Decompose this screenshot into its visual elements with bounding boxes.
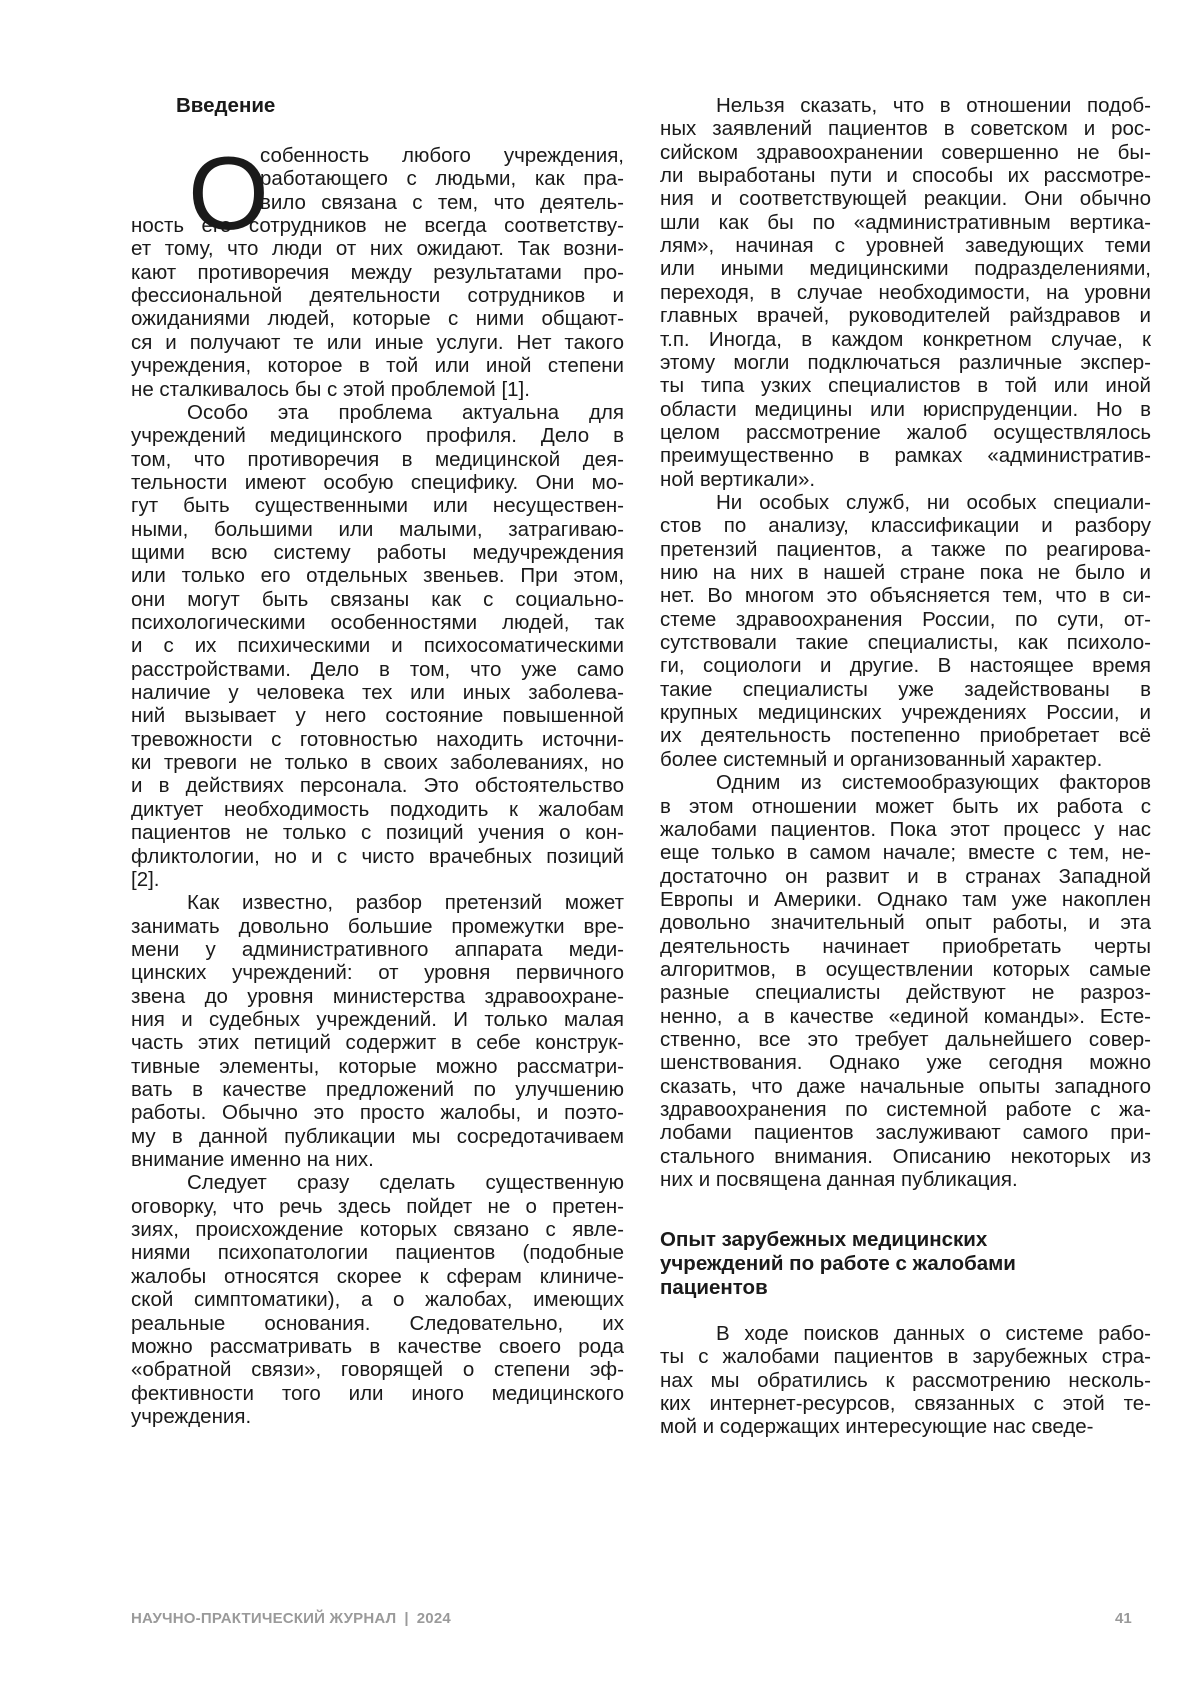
text-line: вать в качестве предложений по улучшению <box>131 1078 624 1101</box>
text-line: ными, большими или малыми, затрагиваю- <box>131 517 624 541</box>
text-line: ли выработаны пути и способы их рассмотре- <box>660 164 1151 188</box>
text-line: стального внимания. Описанию некоторых из <box>660 1144 1151 1168</box>
text-line: более системный и организованный характер. <box>660 747 1103 771</box>
text-line: ния и судебных учреждений. И только малая <box>131 1007 624 1031</box>
text-line: диктует необходимость подходить к жалобам <box>131 797 624 821</box>
text-line: пациентов не только с позиций учения о кон- <box>131 821 624 845</box>
text-line: Европы и Америки. Однако там уже накоплен <box>660 887 1151 911</box>
text-line: ность его сотрудников не всегда соответству- <box>131 214 624 238</box>
text-line: переходя, в случае необходимости, на уровни <box>660 280 1151 304</box>
text-line: ки тревоги не только в своих заболеваниях, но <box>131 751 624 775</box>
text-line: собенность любого учреждения, <box>260 144 624 167</box>
text-line: не сталкивалось бы с этой проблемой [1]. <box>131 377 530 401</box>
text-line: том, что противоречия в медицинской дея- <box>131 447 624 471</box>
text-line: Особо эта проблема актуальна для <box>187 400 624 424</box>
text-line: «обратной связи», говорящей о степени эф- <box>131 1358 624 1382</box>
text-line: главных врачей, руководителей райздравов и <box>660 304 1151 328</box>
text-line: ний вызывает у него состояние повышенной <box>131 704 624 728</box>
text-line: ких интернет-ресурсов, связанных с этой те- <box>660 1392 1151 1416</box>
text-line: здравоохранения по системной работе с жа- <box>660 1098 1151 1122</box>
text-line: кают противоречия между результатами про- <box>131 260 624 284</box>
text-line: еще только в самом начале; вместе с тем, не- <box>660 841 1151 865</box>
text-line: ги, социологи и другие. В настоящее время <box>660 654 1151 678</box>
text-line: психологическими особенностями людей, так <box>131 611 624 634</box>
text-line: ных заявлений пациентов в советском и рос- <box>660 117 1151 141</box>
text-line: тивные элементы, которые можно рассматри- <box>131 1054 624 1078</box>
heading-line: пациентов <box>660 1276 768 1299</box>
text-line: преимущественно в рамках «административ- <box>660 444 1151 468</box>
heading-line: учреждений по работе с жалобами <box>660 1252 1016 1275</box>
text-line: нах мы обратились к рассмотрению несколь- <box>660 1368 1151 1392</box>
text-line: этому могли подключаться различные экспер- <box>660 350 1151 374</box>
text-line: жалобы относятся скорее к сферам клиниче- <box>131 1264 624 1288</box>
text-line: ной вертикали». <box>660 467 816 491</box>
text-line: мени у административного аппарата меди- <box>131 937 624 961</box>
text-line: тельности имеют особую специфику. Они мо- <box>131 470 624 494</box>
text-line: алгоритмов, в осуществлении которых самые <box>660 957 1151 981</box>
text-line: оговорку, что речь здесь пойдет не о претен- <box>131 1194 624 1218</box>
text-line: расстройствами. Дело в том, что уже само <box>131 657 624 681</box>
text-line: ниями психопатологии пациентов (подобные <box>131 1241 624 1265</box>
text-line: в этом отношении может быть их работа с <box>660 794 1151 818</box>
text-line: шенствования. Однако уже сегодня можно <box>660 1051 1151 1075</box>
text-line: такие специалисты уже задействованы в <box>660 677 1151 701</box>
text-line: них и посвящена данная публикация. <box>660 1168 1018 1192</box>
text-line: разные специалисты действуют не разроз- <box>660 981 1151 1005</box>
text-line: они могут быть связаны как с социально- <box>131 587 624 611</box>
text-line: шли как бы по «административным вертика- <box>660 210 1151 234</box>
text-line: нию на них в нашей стране пока не было и <box>660 561 1151 584</box>
footer-separator: | <box>404 1610 409 1627</box>
text-line: работы. Обычно это просто жалобы, и поэто- <box>131 1101 624 1125</box>
journal-year: 2024 <box>416 1610 451 1627</box>
text-line: деятельность начинает приобретать черты <box>660 934 1151 958</box>
text-line: Следует сразу сделать существенную <box>187 1171 624 1195</box>
text-line: достаточно он развит и в странах Западной <box>660 864 1151 888</box>
text-line: фективности того или иного медицинского <box>131 1381 624 1405</box>
text-line: крупных медицинских учреждениях России, и <box>660 701 1151 725</box>
text-line: работающего с людьми, как пра- <box>260 167 624 191</box>
text-line: [2]. <box>131 867 160 891</box>
text-line: часть этих петиций содержит в себе конструк- <box>131 1031 624 1055</box>
text-line: наличие у человека тех или иных заболева- <box>131 681 624 705</box>
text-line: ственно, все это требует дальнейшего совер- <box>660 1028 1151 1051</box>
text-line: учреждения, которое в той или иной степени <box>131 354 624 378</box>
text-line: области медицины или юриспруденции. Но в <box>660 397 1151 421</box>
text-line: т.п. Иногда, в каждом конкретном случае, к <box>660 327 1151 351</box>
text-line: ты с жалобами пациентов в зарубежных стра- <box>660 1345 1151 1369</box>
text-line: Одним из системообразующих факторов <box>716 771 1151 795</box>
journal-name: НАУЧНО-ПРАКТИЧЕСКИЙ ЖУРНАЛ <box>131 1610 397 1627</box>
text-line: цинских учреждений: от уровня первичного <box>131 961 624 985</box>
text-line: зиях, происхождение которых связано с явле- <box>131 1218 624 1242</box>
text-line: ской симптоматики), а о жалобах, имеющих <box>131 1288 624 1312</box>
text-line: звена до уровня министерства здравоохране- <box>131 984 624 1008</box>
text-line: ты типа узких специалистов в той или иной <box>660 374 1151 398</box>
text-line: сказать, что даже начальные опыты западного <box>660 1074 1151 1098</box>
text-line: жалобами пациентов. Пока этот процесс у нас <box>660 817 1151 841</box>
text-line: Ни особых служб, ни особых специали- <box>716 490 1151 514</box>
text-line: их деятельность постепенно приобретает всё <box>660 724 1151 748</box>
text-line: занимать довольно большие промежутки вре- <box>131 914 624 938</box>
drop-cap: О <box>188 136 269 252</box>
text-line: фессиональной деятельности сотрудников и <box>131 284 624 308</box>
text-line: вило связана с тем, что деятель- <box>260 190 624 214</box>
page-footer <box>131 1610 1200 1627</box>
text-line: ожиданиями людей, которые с ними общают- <box>131 307 624 331</box>
text-line: претензий пациентов, а также по реагирова- <box>660 537 1151 561</box>
text-line: ся и получают те или иные услуги. Нет такого <box>131 330 624 354</box>
text-line: Как известно, разбор претензий может <box>187 891 624 915</box>
text-line: целом рассмотрение жалоб осуществлялось <box>660 420 1151 444</box>
text-line: реальные основания. Следовательно, их <box>131 1311 624 1335</box>
text-line: ния и соответствующей реакции. Они обычно <box>660 187 1151 211</box>
text-line: гут быть существенными или несуществен- <box>131 494 624 518</box>
page-number: 41 <box>1115 1610 1132 1627</box>
text-line: довольно значительный опыт работы, и эта <box>660 911 1151 935</box>
text-line: ет тому, что люди от них ожидают. Так возни- <box>131 237 624 261</box>
text-line: и с их психическими и психосоматическими <box>131 634 624 658</box>
text-line: учреждения. <box>131 1404 252 1428</box>
text-line: стеме здравоохранения России, по сути, от- <box>660 607 1151 631</box>
text-line: тревожности с готовностью находить источни- <box>131 727 624 751</box>
text-line: и в действиях персонала. Это обстоятельство <box>131 774 624 798</box>
text-line: сутствовали такие специалисты, как психоло- <box>660 631 1151 655</box>
text-line: или только его отдельных звеньев. При этом, <box>131 564 624 588</box>
text-line: нет. Во многом это объясняется тем, что в си- <box>660 584 1151 608</box>
section-heading-introduction: Введение <box>176 94 276 117</box>
heading-line: Опыт зарубежных медицинских <box>660 1228 988 1251</box>
text-line: мой и содержащих интересующие нас сведе- <box>660 1415 1094 1439</box>
text-line: внимание именно на них. <box>131 1148 374 1172</box>
text-line: фликтологии, но и с чисто врачебных позиций <box>131 844 624 868</box>
text-line: му в данной публикации мы сосредотачиваем <box>131 1124 624 1148</box>
text-line: сийском здравоохранении совершенно не бы- <box>660 140 1151 164</box>
text-line: лям», начиная с уровней заведующих теми <box>660 234 1151 258</box>
text-line: щими всю систему работы медучреждения <box>131 540 624 564</box>
text-line: можно рассматривать в качестве своего рода <box>131 1334 624 1358</box>
text-line: Нельзя сказать, что в отношении подоб- <box>716 94 1151 117</box>
text-line: В ходе поисков данных о системе рабо- <box>716 1322 1151 1345</box>
text-line: лобами пациентов заслуживают самого при- <box>660 1121 1151 1145</box>
text-line: ненно, а в качестве «единой команды». Есте- <box>660 1004 1151 1028</box>
text-line: или иными медицинскими подразделениями, <box>660 257 1151 281</box>
text-line: стов по анализу, классификации и разбору <box>660 514 1151 538</box>
text-line: учреждений медицинского профиля. Дело в <box>131 424 624 448</box>
